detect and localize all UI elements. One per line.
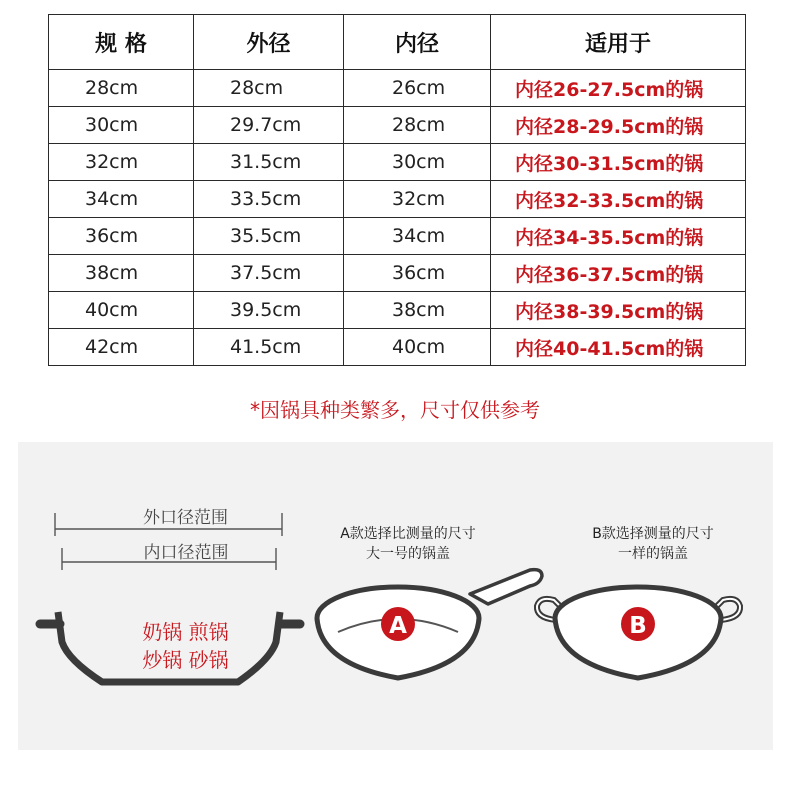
pot-types-text: [73, 618, 298, 674]
header-inner-diameter: 内径: [344, 15, 491, 70]
badge-b-letter: B: [629, 613, 647, 639]
disclaimer-note: *因锅具种类繁多，尺寸仅供参考: [250, 398, 540, 422]
header-outer-diameter: 外径: [194, 15, 344, 70]
table-header-row: [49, 15, 746, 70]
cell-outer: 33.5cm: [194, 181, 344, 218]
cell-outer: 35.5cm: [194, 218, 344, 255]
cell-suitable: 内径38-39.5cm的锅: [491, 292, 746, 329]
cell-spec: 38cm: [49, 255, 194, 292]
cell-inner: 38cm: [344, 292, 491, 329]
cell-inner: 36cm: [344, 255, 491, 292]
cell-inner: 28cm: [344, 107, 491, 144]
size-table: [48, 14, 746, 366]
cell-spec: 34cm: [49, 181, 194, 218]
cell-spec: 32cm: [49, 144, 194, 181]
lid-guide-panel: [18, 442, 773, 750]
table-row: [49, 107, 746, 144]
table-row: [49, 181, 746, 218]
cell-spec: 42cm: [49, 329, 194, 366]
option-a-line2: 大一号的锅盖: [366, 546, 450, 562]
cell-suitable: 内径34-35.5cm的锅: [491, 218, 746, 255]
cell-spec: 40cm: [49, 292, 194, 329]
pot-types-line: 奶锅 煎锅: [142, 620, 229, 644]
wok-a-icon: [317, 570, 542, 678]
cell-outer: 31.5cm: [194, 144, 344, 181]
cell-inner: 30cm: [344, 144, 491, 181]
cell-suitable: 内径30-31.5cm的锅: [491, 144, 746, 181]
cell-inner: 32cm: [344, 181, 491, 218]
outer-diameter-label: 外口径范围: [143, 508, 228, 528]
cell-spec: 30cm: [49, 107, 194, 144]
table-row: [49, 218, 746, 255]
badge-a-letter: A: [389, 613, 407, 639]
table-row: [49, 329, 746, 366]
cell-suitable: 内径36-37.5cm的锅: [491, 255, 746, 292]
lid-guide-illustration: [18, 442, 773, 750]
table-row: [49, 255, 746, 292]
table-row: [49, 144, 746, 181]
cell-suitable: 内径26-27.5cm的锅: [491, 70, 746, 107]
pot-types-line: 炒锅 砂锅: [142, 648, 229, 672]
cell-inner: 26cm: [344, 70, 491, 107]
cell-inner: 40cm: [344, 329, 491, 366]
cell-spec: 36cm: [49, 218, 194, 255]
cell-outer: 37.5cm: [194, 255, 344, 292]
cell-outer: 39.5cm: [194, 292, 344, 329]
header-spec: 规 格: [49, 15, 194, 70]
header-suitable-for: 适用于: [491, 15, 746, 70]
table-row: [49, 292, 746, 329]
cell-spec: 28cm: [49, 70, 194, 107]
option-a-line1: A款选择比测量的尺寸: [340, 526, 476, 542]
cell-outer: 29.7cm: [194, 107, 344, 144]
cell-suitable: 内径32-33.5cm的锅: [491, 181, 746, 218]
cell-suitable: 内径28-29.5cm的锅: [491, 107, 746, 144]
table-row: [49, 70, 746, 107]
option-a-caption: [308, 524, 508, 564]
cell-outer: 41.5cm: [194, 329, 344, 366]
inner-diameter-label: 内口径范围: [143, 543, 229, 563]
option-b-line2: 一样的锅盖: [618, 546, 688, 562]
cell-suitable: 内径40-41.5cm的锅: [491, 329, 746, 366]
cell-outer: 28cm: [194, 70, 344, 107]
option-b-line1: B款选择测量的尺寸: [592, 526, 714, 542]
cell-inner: 34cm: [344, 218, 491, 255]
option-b-caption: [553, 524, 753, 564]
